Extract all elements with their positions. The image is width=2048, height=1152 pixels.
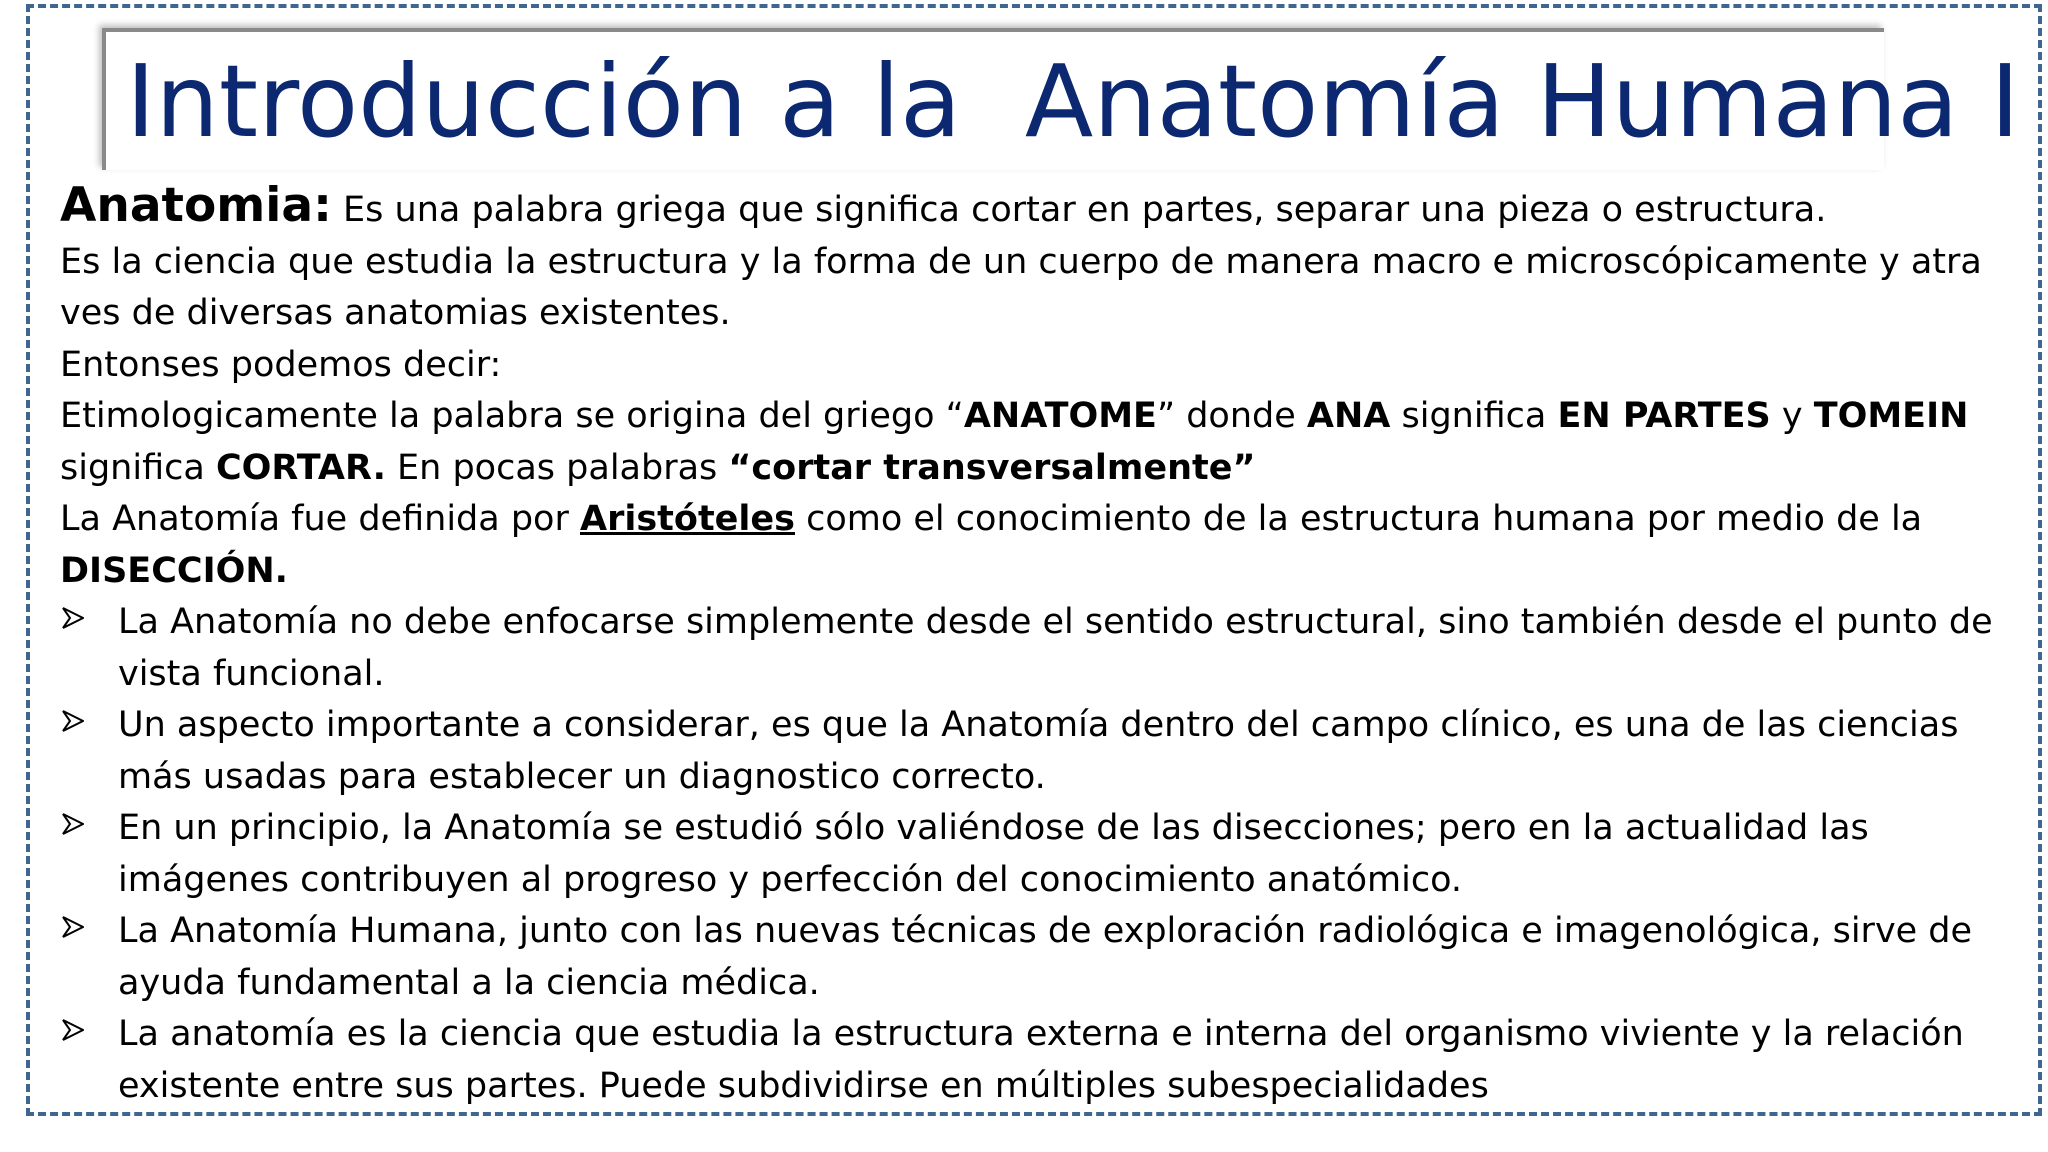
etymology-bold-anatome: ANATOME xyxy=(963,396,1157,436)
aristotle-paragraph xyxy=(60,494,2020,597)
intro-term: Anatomia: xyxy=(60,178,332,233)
etymology-text-2: ” donde xyxy=(1156,396,1307,436)
aristotle-bold-diseccion: DISECCIÓN. xyxy=(60,550,288,591)
etymology-bold-en-partes: EN PARTES xyxy=(1557,396,1771,436)
bullet-text: La anatomía es la ciencia que estudia la estructura externa e interna del organismo viviente y la relación existente entre sus partes. Puede subdividirse en múltiples subespecialidades xyxy=(118,1014,1964,1106)
bullet-item xyxy=(60,700,2020,803)
bullet-text: La Anatomía Humana, junto con las nuevas técnicas de exploración radiológica e imagenológica, sirve de ayuda fundamental a la ciencia médica. xyxy=(118,911,1973,1003)
definition-paragraph: Es la ciencia que estudia la estructura y la forma de un cuerpo de manera macro e microscópicamente y atra ves de diversas anatomias existentes. xyxy=(60,241,1982,333)
bullet-text: Un aspecto importante a considerar, es que la Anatomía dentro del campo clínico, es una de las ciencias más usadas para establecer un diagnostico correcto. xyxy=(118,705,1959,797)
etymology-bold-cortar: CORTAR. xyxy=(215,447,386,488)
etymology-bold-phrase: “cortar transversalmente” xyxy=(728,447,1256,488)
slide-content xyxy=(60,180,2020,1112)
bullet-item xyxy=(60,906,2020,1009)
bullet-item xyxy=(60,1009,2020,1112)
etymology-text-6: En pocas palabras xyxy=(385,447,729,488)
intro-definition: Es una palabra griega que significa cortar en partes, separar una pieza o estructura. xyxy=(331,190,1827,230)
arrow-bullet-icon xyxy=(62,1019,84,1041)
bullet-text: La Anatomía no debe enfocarse simplemente desde el sentido estructural, sino también desde el punto de vista funcional. xyxy=(118,602,1993,694)
etymology-bold-ana: ANA xyxy=(1306,396,1391,436)
intro-paragraph xyxy=(60,180,2020,237)
transition-paragraph: Entonses podemos decir: xyxy=(60,344,502,385)
arrow-bullet-icon xyxy=(62,813,84,835)
arrow-bullet-icon xyxy=(62,710,84,732)
arrow-bullet-icon xyxy=(62,916,84,938)
etymology-paragraph xyxy=(60,391,2020,494)
arrow-bullet-icon xyxy=(62,607,84,629)
slide-title: Introducción a la Anatomía Humana I xyxy=(126,43,2020,160)
aristotle-text-2: como el conocimiento de la estructura humana por medio de la xyxy=(794,499,1923,539)
etymology-text-1: Etimologicamente la palabra se origina del griego “ xyxy=(60,396,964,436)
bullet-text: En un principio, la Anatomía se estudió sólo valiéndose de las disecciones; pero en la actualidad las imágenes contribuyen al progreso y perfección del conocimiento anatómico. xyxy=(118,808,1869,900)
aristotle-text-1: La Anatomía fue definida por xyxy=(60,499,580,539)
etymology-bold-tomein: TOMEIN xyxy=(1813,396,1969,436)
bullet-list xyxy=(60,597,2020,1112)
etymology-text-3: significa xyxy=(1390,396,1558,436)
etymology-text-5: significa xyxy=(60,447,216,488)
etymology-text-4: y xyxy=(1770,396,1814,436)
bullet-item xyxy=(60,803,2020,906)
aristotle-name: Aristóteles xyxy=(579,499,795,539)
bullet-item xyxy=(60,597,2020,700)
